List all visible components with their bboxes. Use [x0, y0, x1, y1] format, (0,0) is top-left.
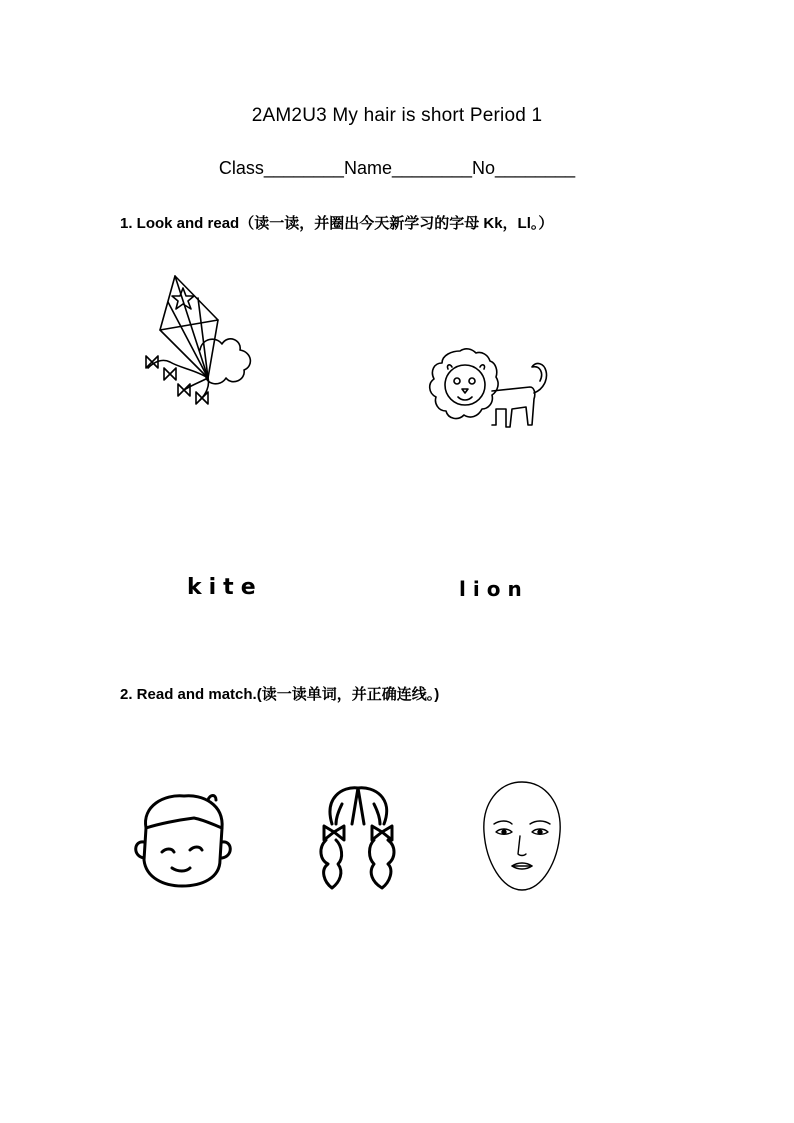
- word-lion: lion: [459, 577, 529, 601]
- section1-heading: 1. Look and read（读一读，并圈出今天新学习的字母 Kk，Ll。）: [120, 215, 554, 232]
- short-hair-boy-icon: [128, 790, 236, 890]
- student-info-line: Class________Name________No________: [218, 158, 576, 178]
- lion-icon: [412, 345, 562, 435]
- worksheet-title: 2AM2U3 My hair is short Period 1: [251, 105, 543, 126]
- section2-heading: 2. Read and match.(读一读单词，并正确连线。): [120, 686, 440, 703]
- word-kite: kite: [187, 575, 263, 600]
- pigtails-girl-icon: [312, 784, 404, 892]
- bald-face-icon: [480, 780, 564, 892]
- kite-icon: [140, 270, 260, 410]
